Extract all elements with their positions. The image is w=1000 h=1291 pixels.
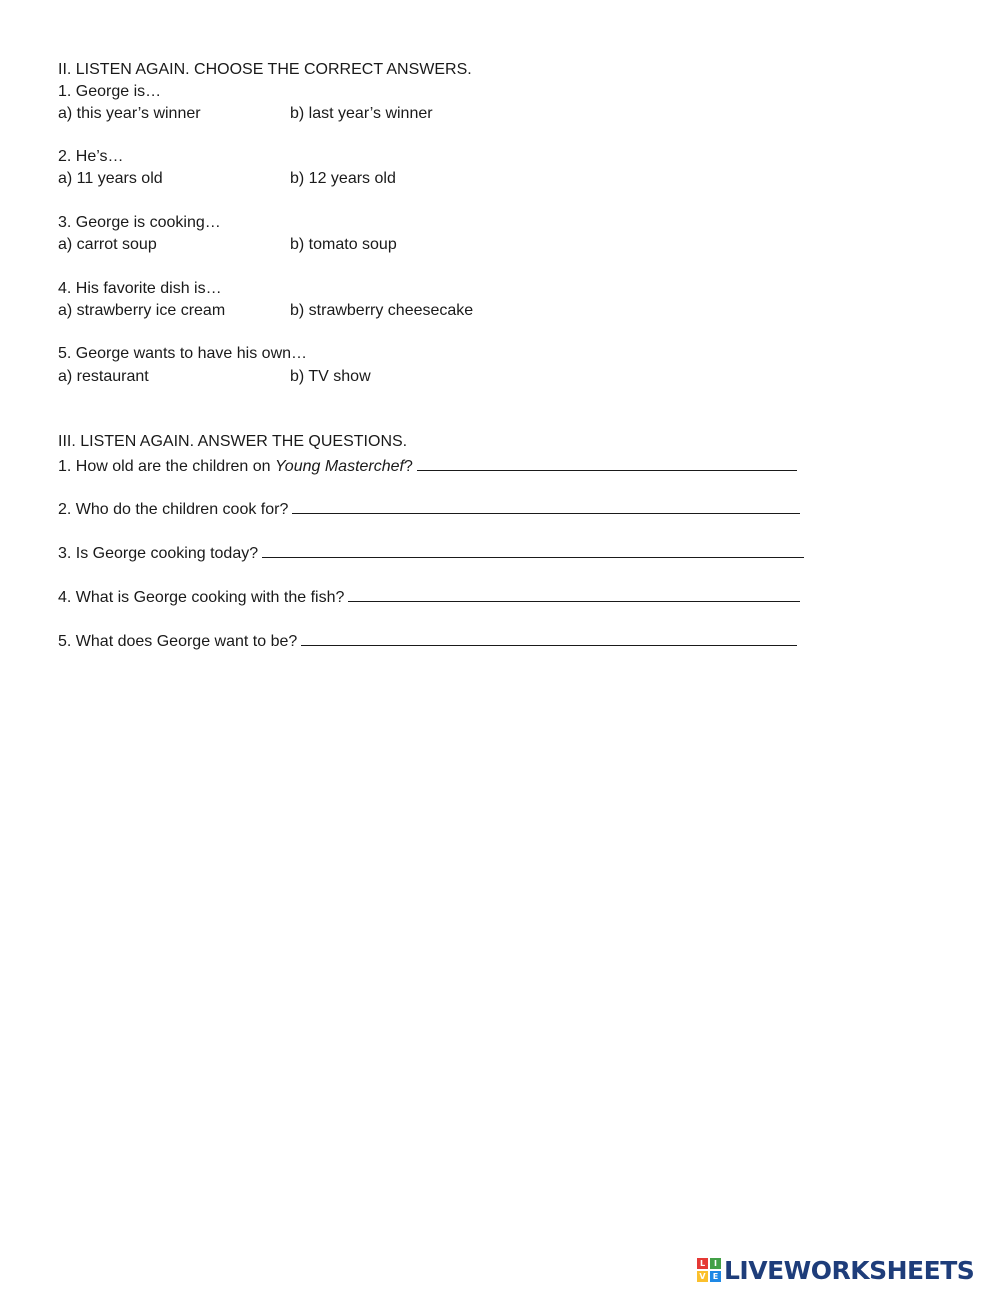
open-question-3 — [58, 542, 804, 564]
logo-squares-icon — [697, 1258, 721, 1282]
question-1-option-b[interactable]: b) last year’s winner — [290, 105, 433, 122]
question-5-prompt: 5. George wants to have his own… — [58, 345, 308, 362]
open-question-4 — [58, 586, 800, 608]
logo-text: LIVEWORKSHEETS — [724, 1255, 975, 1285]
answer-blank-4[interactable] — [348, 586, 800, 602]
open-question-4-text: 4. What is George cooking with the fish? — [58, 589, 345, 606]
question-3-option-b[interactable]: b) tomato soup — [290, 236, 397, 253]
question-5-option-a[interactable]: a) restaurant — [58, 368, 149, 385]
question-3-option-a[interactable]: a) carrot soup — [58, 236, 157, 253]
question-2-prompt: 2. He’s… — [58, 148, 124, 165]
question-3-prompt: 3. George is cooking… — [58, 214, 221, 231]
open-question-1 — [58, 455, 797, 477]
open-question-5 — [58, 630, 797, 652]
section-3-heading: III. LISTEN AGAIN. ANSWER THE QUESTIONS. — [58, 433, 408, 450]
question-2-option-b[interactable]: b) 12 years old — [290, 170, 396, 187]
answer-blank-5[interactable] — [301, 630, 797, 646]
open-question-1-mark: ? — [403, 458, 413, 475]
question-2-option-a[interactable]: a) 11 years old — [58, 170, 163, 187]
question-5-option-b[interactable]: b) TV show — [290, 368, 371, 385]
open-question-2 — [58, 498, 800, 520]
logo-square-l: L — [697, 1258, 708, 1269]
question-4-prompt: 4. His favorite dish is… — [58, 280, 222, 297]
open-question-1-text: 1. How old are the children on — [58, 458, 276, 475]
logo-square-v: V — [697, 1271, 708, 1282]
open-question-5-text: 5. What does George want to be? — [58, 633, 298, 650]
question-4-option-a[interactable]: a) strawberry ice cream — [58, 302, 226, 319]
open-question-2-text: 2. Who do the children cook for? — [58, 501, 289, 518]
open-question-3-text: 3. Is George cooking today? — [58, 545, 259, 562]
answer-blank-3[interactable] — [262, 542, 804, 558]
question-4-option-b[interactable]: b) strawberry cheesecake — [290, 302, 474, 319]
answer-blank-1[interactable] — [417, 455, 797, 471]
section-2-heading: II. LISTEN AGAIN. CHOOSE THE CORRECT ANSWERS. — [58, 61, 472, 78]
question-1-prompt: 1. George is… — [58, 83, 162, 100]
show-title: Young Masterchef — [275, 458, 404, 475]
logo-square-i: I — [710, 1258, 721, 1269]
liveworksheets-logo — [697, 1256, 974, 1284]
logo-square-e: E — [710, 1271, 721, 1282]
answer-blank-2[interactable] — [292, 498, 800, 514]
question-1-option-a[interactable]: a) this year’s winner — [58, 105, 201, 122]
